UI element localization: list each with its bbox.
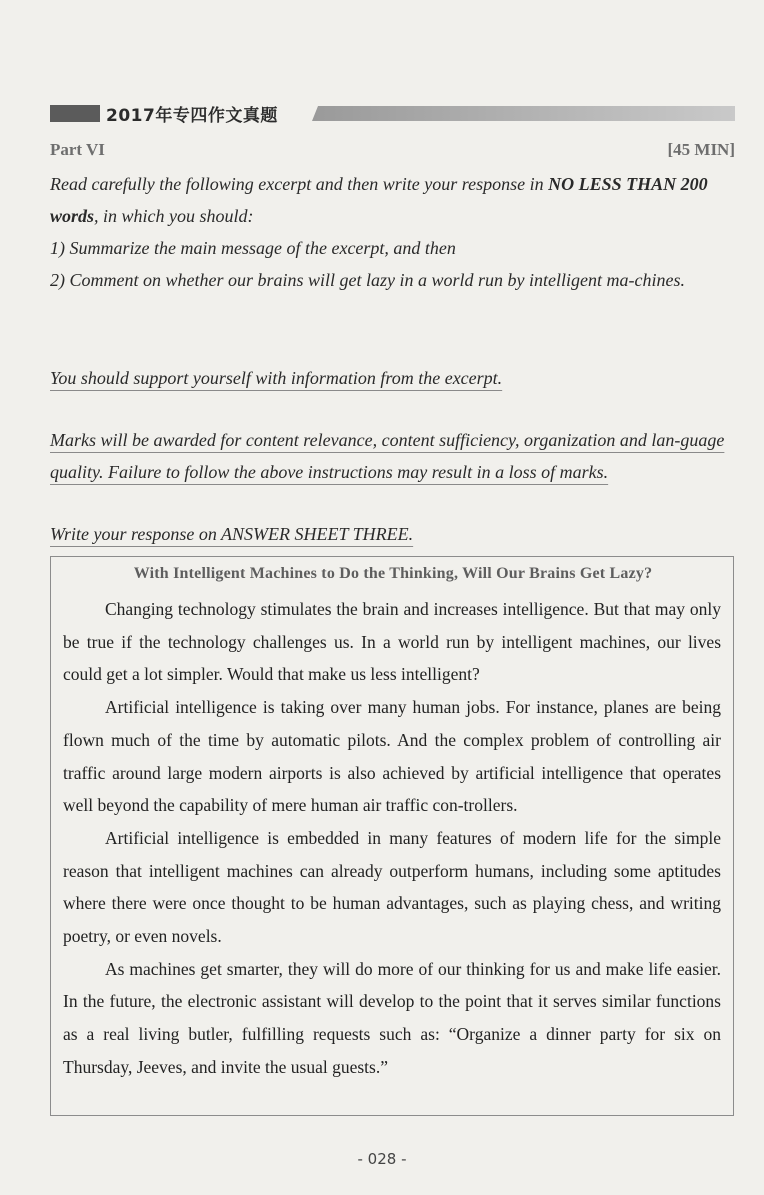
excerpt-paragraph: Changing technology stimulates the brain and increases intelligence. But that may only be true if the technology challenges us. In a world run by intelligent machines, our lives could get a lot simpler. Would that make us less intelligent? [63,599,721,685]
instruction-intro-tail: , in which you should: [94,206,254,226]
support-note [50,362,732,394]
part-row [50,140,735,162]
answer-sheet-note-text: Write your response on ANSWER SHEET THREE. [50,524,414,544]
header-marker-block [50,105,100,122]
instruction-intro-text: Read carefully the following excerpt and then write your response in [50,174,549,194]
instruction-item-2: 2) Comment on whether our brains will get lazy in a world run by intelligent ma-chines. [50,270,685,290]
excerpt-box [50,556,734,1116]
instruction-intro [50,168,732,232]
excerpt-paragraph: As machines get smarter, they will do more of our thinking for us and make life easier. In the future, the electronic assistant will develop to the point that it serves similar functions as a real living butler, fulfilling requests such as: “Organize a dinner party for six on Thursday, Jeeves, and invite the usual guests.” [63,958,721,1077]
excerpt-paragraph: Artificial intelligence is taking over many human jobs. For instance, planes are being flown much of the time by automatic pilots. And the complex problem of controlling air traffic around large modern airports is also achieved by artificial intelligence that operates well beyond the capability of mere human air traffic con-trollers. [63,697,721,816]
instruction-item-1: 1) Summarize the main message of the excerpt, and then [50,238,456,258]
excerpt-title: With Intelligent Machines to Do the Thinking, Will Our Brains Get Lazy? [133,565,653,582]
support-note-text: You should support yourself with information from the excerpt. [50,368,503,388]
word-requirement: NO LESS THAN 200 words [50,174,708,226]
page-number: - 028 - [357,1150,407,1168]
header-decorative-band [312,106,735,121]
section-header [50,100,735,126]
marking-note [50,424,732,488]
section-title: 2017年专四作文真题 [106,106,278,126]
task-instructions [50,168,732,296]
excerpt-paragraph: Artificial intelligence is embedded in many features of modern life for the simple reason that intelligent machines can already outperform humans, including some aptitudes where there were once thought to be human advantages, such as playing chess, and writing poetry, or even novels. [63,827,721,947]
time-limit: [45 MIN] [667,140,735,159]
excerpt-body [63,593,721,1084]
marking-note-text: Marks will be awarded for content relevance, content sufficiency, organization and lan-guage quality. Failure to follow the above instructions may result in a loss of marks. [50,430,725,482]
part-label: Part VI [50,140,105,159]
answer-sheet-note [50,518,732,550]
